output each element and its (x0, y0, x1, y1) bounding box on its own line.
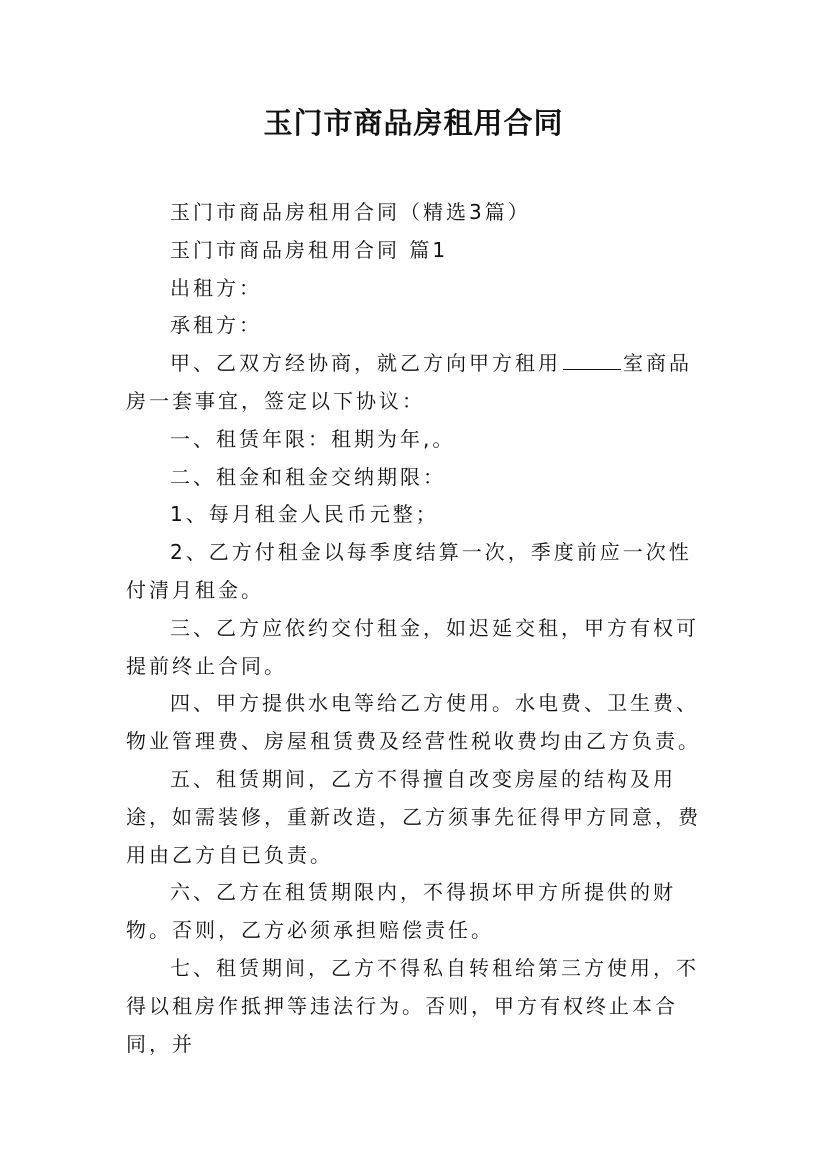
clause-5: 五、租赁期间，乙方不得擅自改变房屋的结构及用途，如需装修，重新改造，乙方须事先征得甲方同意，费用由乙方自已负责。 (126, 766, 701, 867)
subtitle-line: 玉门市商品房租用合同（精选3篇） (170, 200, 531, 224)
lessee-label: 承租方： (170, 313, 262, 338)
section-heading: 玉门市商品房租用合同 篇1 (170, 237, 449, 262)
clause-2-item-2: 2、乙方付租金以每季度结算一次，季度前应一次性付清月租金。 (126, 540, 692, 602)
clause-4: 四、甲方提供水电等给乙方使用。水电费、卫生费、物业管理费、房屋租赁费及经营性税收费均由乙方负责。 (126, 691, 701, 754)
clause-1: 一、租赁年限：租期为年,。 (170, 426, 456, 451)
agreement-intro-text: 甲、乙双方经协商，就乙方向甲方租用 (170, 351, 561, 376)
clause-2: 二、租金和租金交纳期限： (170, 464, 446, 489)
document-body (126, 194, 706, 1063)
clause-2-item-1: 1、每月租金人民币元整； (170, 502, 439, 527)
lessor-label: 出租方： (170, 275, 262, 300)
clause-6: 六、乙方在租赁期限内，不得损坏甲方所提供的财物。否则，乙方必须承担赔偿责任。 (126, 880, 676, 943)
agreement-intro-continuation: 室商品房一套事宜，签定以下协议： (126, 351, 692, 413)
clause-3: 三、乙方应依约交付租金，如迟延交租，甲方有权可提前终止合同。 (126, 615, 699, 678)
agreement-intro-paragraph (126, 345, 706, 421)
document-title: 玉门市商品房租用合同 (263, 106, 564, 140)
clause-7: 七、租赁期间，乙方不得私自转租给第三方使用，不得以租房作抵押等违法行为。否则，甲方有权终止本合同，并 (126, 955, 699, 1056)
blank-field (563, 351, 621, 370)
